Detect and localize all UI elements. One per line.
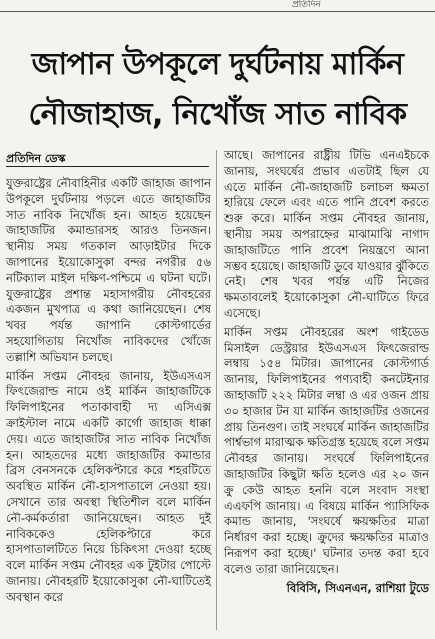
article-column-right [224, 148, 429, 599]
headline-line-1: জাপান উপকূলে দুর্ঘটনায় মার্কিন [31, 47, 404, 82]
article-headline [4, 40, 431, 140]
right-paragraph-1: আছে। জাপানের রাষ্ট্রীয় টিভি এনএইচকে জানায়, সংঘর্ষের প্রভাব এতটাই ছিল যে এতে মার্কিন নৌ-জাহাজটি চলাচল ক্ষমতা হারিয়ে ফেলে এবং এতে পানি প্রবেশ করতে শুরু করে। মার্কিন সপ্তম নৌবহর জানায়, স্থানীয় সময় অপরাহ্নের মাঝামাঝি নাগাদ জাহাজটিতে পানি প্রবেশ নিয়ন্ত্রণে আনা সম্ভব হয়েছে। জাহাজটি ডুবে যাওয়ার ঝুঁকিতে নেই। শেষ খবর পর্যন্ত এটি নিজের ক্ষমতাবলেই ইয়োকোসুকা নৌ-ঘাটিতে ফিরে এসেছে। [224, 148, 429, 320]
column-divider [216, 150, 217, 630]
left-paragraph-2: মার্কিন সপ্তম নৌবহর জানায়, ইউএসএস ফিৎজেরাল্ড নামে ওই মার্কিন জাহাজটিকে ফিলিপাইনের পতাকাবাহী দ্য এসিএক্স ক্রাইস্টাল নামে একটি কার্গো জাহাজ ধাক্কা দেয়। এতে জাহাজটির সাত নাবিক নিখোঁজ হন। আহতদের মধ্যে জাহাজটির কমান্ডার ব্রিস বেনসনকে হেলিকপ্টারে করে শহরটিতে অবস্থিত মার্কিন নৌ-হাসপাতালে নেওয়া হয়। সেখানে তার অবস্থা স্থিতিশীল বলে মার্কিন নৌ-কর্মকর্তারা জানিয়েছেন। আহত দুই নাবিককেও হেলিকপ্টারে করে হাসপাতালটিতে নিয়ে চিকিৎসা দেওয়া হচ্ছে বলে মার্কিন সপ্তম নৌবহর এক টুইটার পোস্টে জানায়। নৌবহরটি ইয়োকোসুকা নৌ-ঘাটিতেই অবস্থান করে [6, 368, 211, 604]
top-rule [0, 11, 435, 12]
article-column-left [6, 176, 211, 609]
news-source: বিবিসি, সিএনএন, রাশিয়া টুডে [286, 580, 429, 595]
byline-rule [6, 166, 209, 167]
byline: প্রতিদিন ডেস্ক [6, 152, 66, 165]
top-strip [0, 0, 435, 14]
left-paragraph-1: যুক্তরাষ্ট্রের নৌবাহিনীর একটি জাহাজ জাপান উপকূলে দুর্ঘটনায় পড়লে এতে জাহাজটির সাত নাবিক নিখোঁজ হন। আহত হয়েছেন জাহাজটির কমান্ডারসহ আরও তিনজন। স্থানীয় সময় গতকাল আড়াইটার দিকে জাপানের ইয়োকোসুকা বন্দর নগরীর ৫৬ নটিক্যাল মাইল দক্ষিণ-পশ্চিমে এ ঘটনা ঘটে। যুক্তরাষ্ট্রের প্রশান্ত মহাসাগরীয় নৌবহরের একজন মুখপাত্র এ কথা জানিয়েছেন। শেষ খবর পর্যন্ত জাপানি কোস্টগার্ডের সহযোগিতায় নিখোঁজ নাবিকদের খোঁজে তল্লাশি অভিযান চলছে। [6, 176, 211, 364]
right-paragraph-2: মার্কিন সপ্তম নৌবহরের অংশ গাইডেড মিসাইল ডেস্ট্রয়ার ইউএসএস ফিৎজেরাল্ড লম্বায় ১৫৪ মিটার। জাপানের কোস্টগার্ড জানায়, ফিলিপাইনের পণ্যবাহী কনটেইনার জাহাজটি ২২২ মিটার লম্বা ও এর ওজন প্রায় ৩০ হাজার টন যা মার্কিন জাহাজটির ওজনের প্রায় তিনগুণ। তাই সংঘর্ষে মার্কিন জাহাজটির পার্শ্বভাগ মারাত্মক ক্ষতিগ্রস্ত হয়েছে বলে সপ্তম নৌবহর জানায়। সংঘর্ষে ফিলিপাইনের জাহাজটির কিছুটা ক্ষতি হলেও এর ২০ জন ক্রু কেউ আহত হননি বলে সংবাদ সংস্থা এএফপি জানায়। এ বিষয়ে মার্কিন প্যাসিফিক কমান্ড জানায়, 'সংঘর্ষে ক্ষয়ক্ষতির মাত্রা নির্ধারণ করা হচ্ছে। ক্রুদের ক্ষয়ক্ষতির মাত্রাও নিরূপণ করা হচ্ছে।' ঘটনার তদন্ত করা হবে বলেও তারা জানিয়েছেন। [224, 324, 429, 576]
top-header-fragment: প্রতিদিন [292, 0, 321, 10]
headline-line-2: নৌজাহাজ, নিখোঁজ সাত নাবিক [28, 97, 407, 132]
